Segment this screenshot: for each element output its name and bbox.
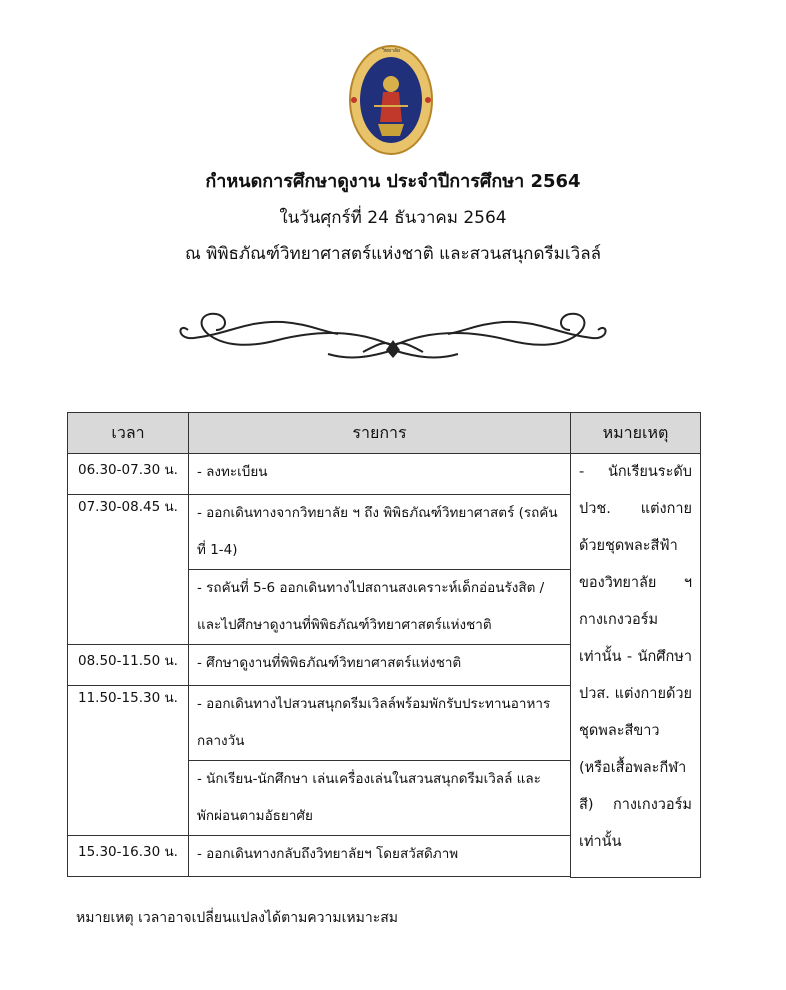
- column-header-note: หมายเหตุ: [571, 413, 701, 454]
- table-header-row: [68, 413, 701, 454]
- time-cell: 07.30-08.45 น.: [68, 495, 189, 645]
- item-cell: - ศึกษาดูงานที่พิพิธภัณฑ์วิทยาศาสตร์แห่งชาติ: [189, 645, 571, 686]
- time-cell: 06.30-07.30 น.: [68, 454, 189, 495]
- column-header-item: รายการ: [189, 413, 571, 454]
- note-cell: - นักเรียนระดับ ปวช. แต่งกายด้วยชุดพละสีฟ้าของวิทยาลัย ฯ กางเกงวอร์ม เท่านั้น - นักศึกษา ปวส. แต่งกายด้วยชุดพละสีขาว (หรือเสื้อพละกีฬาสี) กางเกงวอร์มเท่านั้น: [571, 454, 701, 878]
- item-cell: - ออกเดินทางจากวิทยาลัย ฯ ถึง พิพิธภัณฑ์วิทยาศาสตร์ (รถคันที่ 1-4): [189, 495, 571, 570]
- item-cell: - รถคันที่ 5-6 ออกเดินทางไปสถานสงเคราะห์เด็กอ่อนรังสิต / และไปศึกษาดูงานที่พิพิธภัณฑ์วิทยาศาสตร์แห่งชาติ: [189, 570, 571, 645]
- time-cell: 08.50-11.50 น.: [68, 645, 189, 686]
- schedule-table: [67, 412, 701, 878]
- school-emblem-icon: [348, 44, 434, 156]
- table-row: [68, 454, 701, 495]
- flourish-divider-icon: [168, 300, 618, 372]
- time-cell: 15.30-16.30 น.: [68, 836, 189, 877]
- item-cell: - ลงทะเบียน: [189, 454, 571, 495]
- venue-line: ณ พิพิธภัณฑ์วิทยาศาสตร์แห่งชาติ และสวนสนุกดรีมเวิลล์: [184, 244, 602, 264]
- item-cell: - ออกเดินทางกลับถึงวิทยาลัยฯ โดยสวัสดิภาพ: [189, 836, 571, 877]
- item-cell: - นักเรียน-นักศึกษา เล่นเครื่องเล่นในสวนสนุกดรีมเวิลล์ และ พักผ่อนตามอัธยาศัย: [189, 761, 571, 836]
- item-cell: - ออกเดินทางไปสวนสนุกดรีมเวิลล์พร้อมพักรับประทานอาหารกลางวัน: [189, 686, 571, 761]
- date-line: ในวันศุกร์ที่ 24 ธันวาคม 2564: [279, 208, 507, 228]
- column-header-time: เวลา: [68, 413, 189, 454]
- footnote: หมายเหตุ เวลาอาจเปลี่ยนแปลงได้ตามความเหมาะสม: [76, 910, 399, 926]
- logo-text: วิทยาลัย: [382, 48, 400, 54]
- time-cell: 11.50-15.30 น.: [68, 686, 189, 836]
- page-title: กำหนดการศึกษาดูงาน ประจำปีการศึกษา 2564: [205, 171, 581, 192]
